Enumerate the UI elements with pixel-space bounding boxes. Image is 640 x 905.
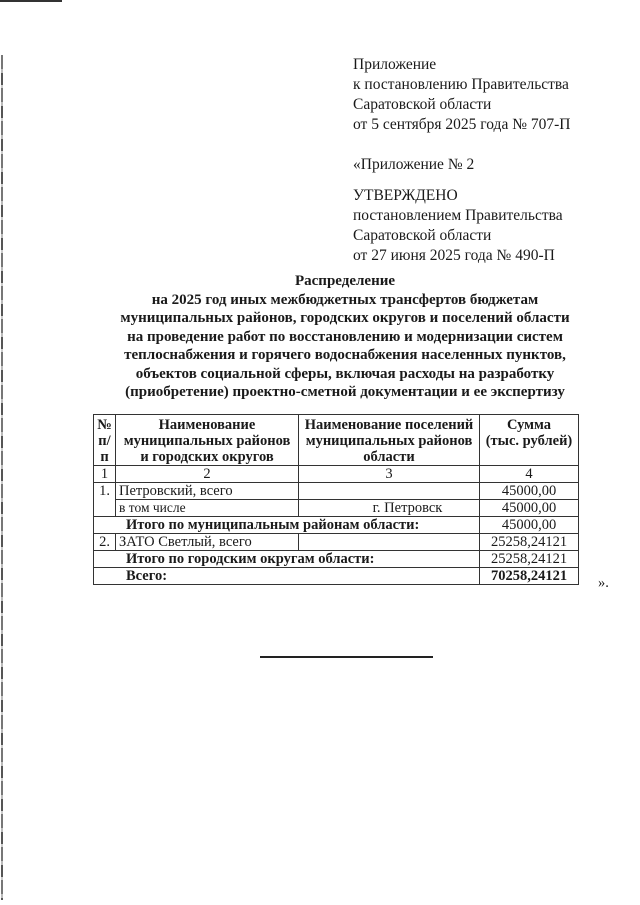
header-number: № п/п bbox=[94, 415, 116, 466]
title-line: на проведение работ по восстановлению и модернизации систем bbox=[127, 328, 563, 345]
table-row: 1. Петровский, всего 45000,00 bbox=[94, 483, 579, 500]
appendix-line: Приложение bbox=[353, 56, 437, 73]
distribution-table bbox=[93, 414, 579, 585]
scan-edge-left bbox=[1, 55, 3, 900]
appendix-number: «Приложение № 2 bbox=[353, 156, 475, 173]
title-line: на 2025 год иных межбюджетных трансфертов бюджетам bbox=[151, 291, 539, 308]
scan-edge-top bbox=[0, 0, 62, 2]
table-row: в том числе г. Петровск 45000,00 bbox=[94, 500, 579, 517]
appendix-header bbox=[353, 55, 570, 266]
appendix-line: от 5 сентября 2025 года № 707-П bbox=[353, 116, 571, 133]
closing-quote: ». bbox=[598, 575, 609, 591]
end-rule bbox=[260, 656, 433, 658]
header-district: Наименование муниципальных районов и городских округов bbox=[116, 415, 299, 466]
column-number-row: 1 2 3 4 bbox=[94, 466, 579, 483]
document-title bbox=[95, 272, 595, 402]
title-heading: Распределение bbox=[294, 273, 396, 289]
appendix-line: к постановлению Правительства bbox=[353, 76, 569, 93]
header-settlement: Наименование поселений муниципальных районов области bbox=[299, 415, 480, 466]
approved-line: постановлением Правительства bbox=[353, 207, 563, 224]
subtotal-row: Итого по городским округам области: 25258,24121 bbox=[94, 551, 579, 568]
title-line: теплоснабжения и горячего водоснабжения населенных пунктов, bbox=[124, 347, 566, 363]
subtotal-row: Итого по муниципальным районам области: 45000,00 bbox=[94, 517, 579, 534]
title-line: объектов социальной сферы, включая расходы на разработку bbox=[135, 365, 555, 382]
appendix-line: Саратовской области bbox=[353, 96, 492, 113]
title-line: (приобретение) проектно-сметной документации и ее экспертизу bbox=[125, 384, 565, 400]
header-sum: Сумма (тыс. рублей) bbox=[480, 415, 579, 466]
total-row: Всего: 70258,24121 bbox=[94, 568, 579, 585]
approved-label: УТВЕРЖДЕНО bbox=[353, 187, 458, 204]
approved-line: Саратовской области bbox=[353, 227, 492, 244]
table-row: 2. ЗАТО Светлый, всего 25258,24121 bbox=[94, 534, 579, 551]
table-header-row bbox=[94, 415, 579, 466]
approved-line: от 27 июня 2025 года № 490-П bbox=[353, 247, 555, 264]
title-line: муниципальных районов, городских округов и поселений области bbox=[120, 310, 570, 326]
